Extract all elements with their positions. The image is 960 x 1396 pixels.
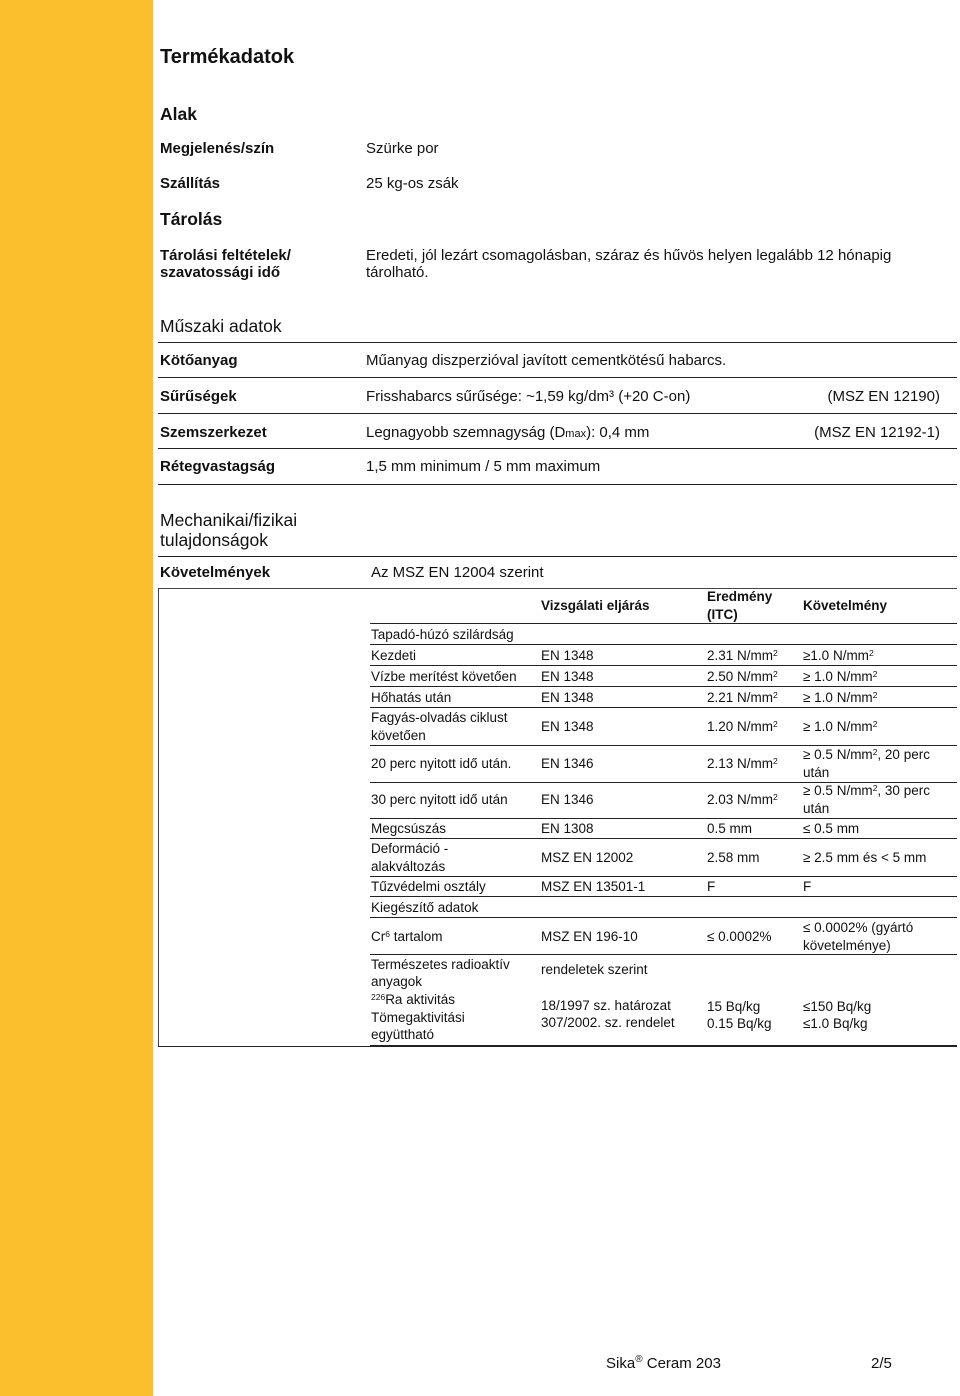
retegvastagsag-value: 1,5 mm minimum / 5 mm maximum [366,458,601,475]
surusegek-value: Frisshabarcs sűrűsége: ~1,59 kg/dm³ (+20 C-on) [366,388,691,405]
section-muszaki-heading: Műszaki adatok [160,316,282,336]
surusegek-standard: (MSZ EN 12190) [827,388,940,405]
table-row-name: Cr$^6$ tartalom [371,929,443,944]
table-row-method: EN 1348 [541,648,594,663]
rule [158,377,957,378]
mech-intro: Az MSZ EN 12004 szerint [371,564,544,581]
megjelenes-value: Szürke por [366,140,439,157]
table-row-req-1: ≥ 0.5 $N/mm^2$, 20 perc [803,747,930,762]
table-row-result: 0.5 mm [707,821,753,836]
rule [158,448,957,449]
table-rule [370,838,957,839]
table-row-req-1: ≥ 0.5 $N/mm^2$, 30 perc [803,783,930,798]
group-tensile: Tapadó-húzó szilárdság [371,627,514,642]
table-row-result: 2.03 $N/mm^2$ [707,792,778,807]
radio-method-3: 307/2002. sz. rendelet [541,1015,675,1030]
rule [158,588,957,589]
table-rule [370,623,957,624]
table-row-result: 1.20 $N/mm^2$ [707,719,778,734]
kotoanyag-value: Műanyag diszperzióval javított cementkötésű habarcs. [366,352,727,369]
retegvastagsag-label: Rétegvastagság [160,458,276,475]
szemszerkezet-standard: (MSZ EN 12192-1) [814,424,940,441]
kotoanyag-label: Kötőanyag [160,352,238,369]
table-row-name: Kezdeti [371,648,417,663]
table-row-result: 2.21 $N/mm^2$ [707,690,778,705]
section-tarolas-heading: Tárolás [160,209,223,229]
szallitas-label: Szállítás [160,175,221,192]
tarolasi-value-1: Eredeti, jól lezárt csomagolásban, száraz és hűvös helyen legalább 12 hónapig [366,247,892,264]
section-mech-heading-2: tulajdonságok [160,530,268,550]
table-row-method: MSZ EN 13501-1 [541,879,646,894]
table-row-method: MSZ EN 196-10 [541,929,638,944]
table-rule [370,686,957,687]
col-result-header-1: Eredmény [707,589,773,604]
rule [158,484,957,485]
szemszerkezet-value: Legnagyobb szemnagyság (Dmax): 0,4 mm [366,424,650,441]
footer-page-number: 2/5 [871,1355,892,1372]
szallitas-value: 25 kg-os zsák [366,175,459,192]
radio-req-1: ≤150 Bq/kg [803,999,872,1014]
table-rule [370,876,957,877]
table-row-name: Hőhatás után [371,690,452,705]
table-row-name-2: alakváltozás [371,859,446,874]
kovetelmenyek-label: Követelmények [160,564,271,581]
table-row-req-2: után [803,765,830,780]
radio-name-3: $^{226}$Ra aktivitás [371,992,455,1007]
table-row-method: EN 1348 [541,719,594,734]
table-row-req: ≥ 1.0 $N/mm^2$ [803,690,878,705]
radio-name-1: Természetes radioaktív [371,957,510,972]
table-row-req: F [803,879,812,894]
surusegek-label: Sűrűségek [160,388,237,405]
rule [158,342,957,343]
table-row-req: ≥1.0 $N/mm^2$ [803,648,874,663]
section-mech-heading-1: Mechanikai/fizikai [160,510,298,530]
radio-method-1: rendeletek szerint [541,962,648,977]
col-method-header: Vizsgálati eljárás [541,598,650,613]
table-row-name: Vízbe merítést követően [371,669,517,684]
table-rule [370,917,957,918]
radio-name-4: Tömegaktivitási [371,1010,465,1025]
table-row-method: EN 1348 [541,690,594,705]
tarolasi-label-1: Tárolási feltételek/ [160,247,291,264]
tarolasi-label-2: szavatossági idő [160,264,281,281]
table-rule [370,954,957,955]
szemszerkezet-label: Szemszerkezet [160,424,267,441]
table-row-method: MSZ EN 12002 [541,850,634,865]
table-row-name: 30 perc nyitott idő után [371,792,508,807]
table-row-req-2: követelménye) [803,938,891,953]
table-row-result: 2.31 $N/mm^2$ [707,648,778,663]
radio-result-1: 15 Bq/kg [707,999,761,1014]
table-row-method: EN 1346 [541,756,594,771]
kiegeszito-heading: Kiegészítő adatok [371,900,479,915]
radio-name-5: együttható [371,1027,435,1042]
table-rule [370,707,957,708]
section-alak-heading: Alak [160,104,197,124]
rule [158,413,957,414]
table-row-name-1: Deformáció - [371,841,449,856]
page-title: Termékadatok [160,46,295,68]
table-row-result: 2.50 $N/mm^2$ [707,669,778,684]
radio-req-2: ≤1.0 Bq/kg [803,1016,868,1031]
radio-name-2: anyagok [371,974,423,989]
rule [158,1046,957,1047]
footer-product: Sika® Ceram 203 [606,1354,721,1372]
sidebar-stripe [0,0,153,1396]
table-rule [370,665,957,666]
left-border [158,588,159,1046]
table-row-method: EN 1346 [541,792,594,807]
table-row-name-2: követően [371,728,426,743]
table-row-result: F [707,879,716,894]
table-row-name-1: Fagyás-olvadás ciklust [371,710,508,725]
table-row-req-2: után [803,801,830,816]
table-row-name: 20 perc nyitott idő után. [371,756,512,771]
table-row-req: ≥ 2.5 mm és < 5 mm [803,850,927,865]
table-row-req: ≥ 1.0 $N/mm^2$ [803,669,878,684]
table-row-req: ≤ 0.5 mm [803,821,860,836]
table-row-method: EN 1348 [541,669,594,684]
table-row-req: ≥ 1.0 $N/mm^2$ [803,719,878,734]
table-rule [370,896,957,897]
radio-result-2: 0.15 Bq/kg [707,1016,772,1031]
table-row-name: Tűzvédelmi osztály [371,879,486,894]
rule [158,556,957,557]
table-rule [370,818,957,819]
table-row-req-1: ≤ 0.0002% (gyártó [803,920,914,935]
tarolasi-value-2: tárolható. [366,264,429,281]
table-row-method: EN 1308 [541,821,594,836]
table-row-name: Megcsúszás [371,821,447,836]
col-req-header: Követelmény [803,598,888,613]
table-row-result: 2.58 mm [707,850,760,865]
table-row-result: ≤ 0.0002% [707,929,772,944]
megjelenes-label: Megjelenés/szín [160,140,275,157]
table-rule [370,644,957,645]
table-row-result: 2.13 $N/mm^2$ [707,756,778,771]
radio-method-2: 18/1997 sz. határozat [541,998,671,1013]
col-result-header-2: (ITC) [707,607,738,622]
